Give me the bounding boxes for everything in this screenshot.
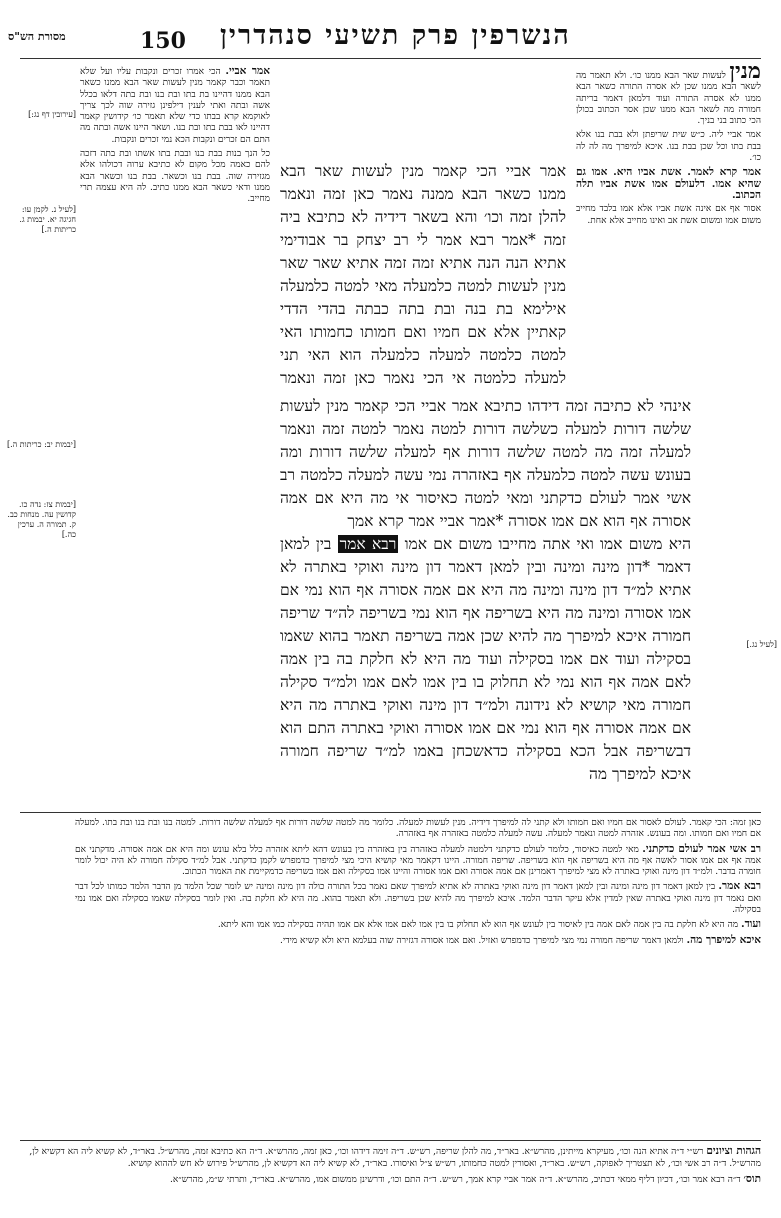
- tosafot-extra-text: כל הנך בנות בבת בנו ובבת בתו אשתו ובת בתה דזכה להם כאמה מכל מקום לא כתיבא ערוה דכולהו אלא מגזירה שוה. בבת בנו וכשאר. בבת בנו וכשאר הבא ממנו ודאי כשאר הבא ממנו כתיב. לה היא עצמה תרי מחייב.: [80, 149, 270, 205]
- rashi-bottom-text-5: ולמאן דאמר שריפה חמורה נמי מצי למיפרך כדמפרש ואזיל. ואם אמו אסורה דגזירה שוה בעלמא היא ולא קשיא מידי.: [279, 935, 684, 946]
- rashi-bottom-block: [75, 818, 761, 1136]
- hagahot-line: [20, 1145, 761, 1170]
- masoret-ref-1: [עירובין דף נג:]: [28, 110, 76, 119]
- gemara-bottom-rule: [20, 812, 761, 813]
- gemara-pre-highlight: היא משום אמו ואי אתה מחייבו משום אם אמו: [404, 535, 691, 553]
- notes-rule: [20, 1140, 761, 1141]
- masoret-ref-2: [לעיל נ. לקמן עו: חגיגה יא. יבמות ג. כריתות ה.]: [19, 205, 76, 234]
- tosafot-top-text: הכי אמרו זכרים ונקבות עליו ועל שלא תאמר וכבר קאמר מנין לעשות שאר הבא ממנו כשאר הבא ממנו דהיינו בת בתו ובת בנו ובת בתה דלאו בכלל אשה ובתה ואתי לענין דילפינן גזירה שוה לכך צריך לאוקמא קרא בבתו כדי שלא תאמר כו׳ קידושין קאמר דהיינו לאו בבת בתו ובת בנו. ושאר היינו אשה ובתה מה התם הם זכרים ונקבות הכא נמי זכרים ונקבות.: [80, 67, 270, 145]
- rashi-top-text: לעשות שאר הבא ממנו כו׳. ולא תאמר מה לשאר הבא ממנו שכן לא אסרה התורה כשאר הבא ממנו לא אסרה התורה ועוד דלמאן דאמר בריתה חמורה מה לשאר הבא ממנו שכן אסר הכתוב בכולן הכי כתוב בני בניך.: [576, 71, 761, 127]
- chapter-title: הנשרפין פרק תשיעי סנהדרין: [220, 20, 571, 51]
- rashi-bottom-text-3: בין למאן דאמר דון מינה ומינה ובין למאן דאמר דון מינה ואוקי באתרה לא אתיא למיפרך שאם נאמר בכל התורה כולה דון מינה ומינה יש לומר שכל הלמד מן הדבר הלמד כמותו לכל דבר ואם נאמר דון מינה ואוקי באתרה שאין למדין אלא עיקר הדבר הלמד. איכא למיפרך מה להיא שכן בשריפה. ולא תאמר בהוא. מה היא לא חלקת בה. ואין לומר בסקילה שאמו בסקילה ואם אמו נמי בסקילה.: [75, 882, 761, 916]
- header-rule: [20, 58, 761, 59]
- masoret-ref-5: [לעיל נג.]: [746, 640, 777, 649]
- rashi-tosafot-side: אסור אף אם אינה אשת אביו אלא אמו בלבד מחייב משום אמו ומשום אשת אב ואינו מחייב אלא אחת.: [576, 204, 761, 226]
- page-number: 150: [140, 28, 186, 54]
- tosafot-top-column: [80, 66, 270, 641]
- rashi-top-paragraph: [576, 66, 761, 127]
- gemara-paragraph-2b: [280, 533, 691, 786]
- masoret-ref-4: [יבמות צז: נדה כו. קדושין עה. מנחות כב. ק. תמורה ה. ערכין כה.]: [7, 500, 76, 539]
- rashi-dh-2: רבא אמר.: [718, 880, 761, 893]
- gemara-paragraph-3: בין למאן דאמר *דון מינה ומינה ובין למאן דאמר דון מינה ואוקי באתרה לא אתיא למ״ד דון מינה ומינה מה היא אם אמה אסורה אף הוא נמי אם אמו אסורה ומינה מה היא בשריפה אף הוא נמי בשריפה לה״ד שריפה חמורה איכא למיפרך מה להיא שכן אמה בשריפה תאמר בהוא שאמו בסקילה ועוד אם אמו בסקילה ועוד מה היא לא חלקת בה בין אמה לאם אמה אף הוא נמי לא תחלוק בו בין אמו לאם אמו ולמ״ד סקילה חמורה מאי קושיא לא נידונה ולמ״ד דון מינה ואוקי באתרה מה היא אם אמה אסורה אף הוא נמי אם אמו אסורה ואוקי באתרה התם הוא דבשריפה אבל הכא בסקילה כדאשכחן באמו למ״ד שריפה חמורה איכא למיפרך מה: [280, 535, 691, 783]
- masoret-ref-3: [יבמות יב: כריתות ה.]: [6, 440, 76, 449]
- gemara-block-2: [280, 395, 691, 800]
- rashi-bottom-text-1: כאן זמה: הכי קאמר. לעולם לאסור אם חמיו ואם חמותו ולא קתני לה למיפרך דידיה. מנין לעשות למעלה. כלומר מה למטה שלשה דורות אף למעלה שלשה דורות. למטה בנו ובת בנו ובת בתו. למעלה אם חמיו ואם חמותו. ומה בעונש. אזהרה למטה ונאמר למעלה. עשה למעלה כלמטה באזהרה אף באזהרה.: [75, 818, 761, 840]
- rashi-bottom-paragraph-4: [75, 919, 761, 931]
- gemara-paragraph-2: אינהי לא כתיבה זמה דידהו כתיבא אמר אביי הכי קאמר מנין לעשות שלשה דורות למעלה כשלשה דורות למטה נאמר למטה זמה ונאמר למעלה זמה מה למטה שלשה דורות אף למעלה שלשה דורות ומה בעונש עשה למטה כלמעלה אף באזהרה נמי עשה למעלה כלמטה רב אשי אמר לעולם כדקתני ומאי למטה כאיסור אי מה היא אם אמה אסורה אף הוא אם אמו אסורה *אמר אביי אמר קרא אמך: [280, 397, 691, 530]
- bottom-notes: [20, 1145, 761, 1186]
- rashi-opening-word: מנין: [729, 66, 761, 84]
- tosafot-notes-text: ד״ה רבא אמר וכו׳, דכיון דליף ממאי דכתיב, מהרש״א. ד״ה אמר אביי קרא אמך, רש״ש. ד״ה התם וכו׳, ודרשינן ממשום אמו, מהרש״א. באר״ד, ותרתי ש״מ, מהרש״א.: [170, 1175, 741, 1185]
- tosafot-notes-line: [20, 1173, 761, 1186]
- tosafot-top-paragraph: [80, 66, 270, 146]
- rashi-bottom-paragraph-3: [75, 881, 761, 916]
- masoret-hashas-title: מסורת הש"ס: [8, 30, 66, 43]
- rashi-bottom-paragraph-5: [75, 935, 761, 947]
- rashi-bottom-text-4: מה היא לא חלקת בה בין אמה לאם אמה בין לאיסור בין לעונש אף הוא לא תחלוק בו בין אמו לאם אמו אלא אם אמו תהיה בסקילה כמו אמו והא ליתא.: [217, 920, 739, 931]
- rashi-bottom-text-2: מאי למטה כאיסור, כלומר לעולם כדקתני דלמטה למעלה באזהרה בין באזהרה בין בעונש דהא ליתא אזהרה כלל בלא עונש ומה היא אם אמה אסורה. מדקתני אם אמה אף אם אמו אסור לאשה אף מה היא בשריפה אף הוא בשריפה. שריפה חמורה. היינו דקאמר מאי קושיא היכי מצי למיפרך כדמפרש לקמן כדקתני. אבל למ״ד סקילה חמורה לא היה יכול לומר חומרה בדבר. ולמ״ד דון מינה ואוקי באתרה לא מצי למיפרך דאמרינן אם אמה אסורה ואם אמו אסורה והיינו אמו בסקילה ואם אמו בשריפה כדמקיימת את האמור הכתוב.: [75, 844, 761, 878]
- rashi-dh-1: רב אשי אמר לעולם כדקתני.: [642, 842, 761, 855]
- rashi-dh-3: ועוד.: [740, 918, 761, 931]
- tosafot-notes-label: תוס׳: [743, 1173, 761, 1185]
- rashi-bottom-paragraph-2: [75, 844, 761, 879]
- gemara-highlighted-phrase: רבא אמר: [339, 535, 397, 553]
- rashi-dh-4: איכא למיפרך מה.: [686, 933, 761, 946]
- rashi-amar-abaye: אמר אביי ליה. כ״ש שית שריפתן ולא בבת בנו אלא בבת בתו וכל שכן בבת בנו. איכא למיפרך מה לה לה כו׳.: [576, 130, 761, 164]
- hagahot-text: רש״י ד״ה אתיא הנה וכו׳, מעיקרא מייתינן, מהרש״א. באר״ד, מה להלן שריפה, רש״ש. ד״ה זימה דידהו וכו׳, כאן זמה, מהרש״א. ד״ה הא כתיבא זמה, מהרש״ל. באר״ד, לא קשיא ליה הא דקשיא לן, מהרש״ל. ד״ה רב אשי וכו׳, לא תצטריך לאפוקה, רש״ש. באר״ד, ואסורין למטה כחמותו, רש״ש צ״ל ואיסורו. באר״ד, לא קשיא ליה הא דקשיא לן, מהרש״ל פירוש לא חש לההוא קושיא.: [29, 1147, 761, 1169]
- gemara-block-1: [280, 160, 566, 390]
- tosafot-opening-word: אמר אביי.: [225, 66, 270, 77]
- gemara-paragraph-1: אמר אביי הכי קאמר מנין לעשות שאר הבא ממנו כשאר הבא ממנה נאמר כאן זמה ונאמר להלן זמה וכו׳ והא בשאר דידיה לא כתיבא ביה זמה *אמר רבא אמר לי רב יצחק בר אבודימי אתיא הנה הנה אתיא זמה זמה אתיא שאר שאר מנין לעשות למטה כלמעלה מאי למטה כלמעלה אילימא בת בנה ובת בתה כבתה בהדי הדדי קאתיין אלא אם חמיו ואם חמותו כחמותו האי למטה כלמטה למעלה כלמעלה הוא האי תני למעלה כלמטה אי הכי נאמר כאן זמה ונאמר: [280, 162, 566, 387]
- rashi-amar-kra: אמר קרא לאמר. אשת אביו היא. אמו גם שהיא אמו. דלעולם אמו אשת אביו תלה הכתוב.: [576, 166, 761, 201]
- hagahot-label: הגהות וציונים: [706, 1145, 761, 1157]
- page-header: [0, 12, 781, 52]
